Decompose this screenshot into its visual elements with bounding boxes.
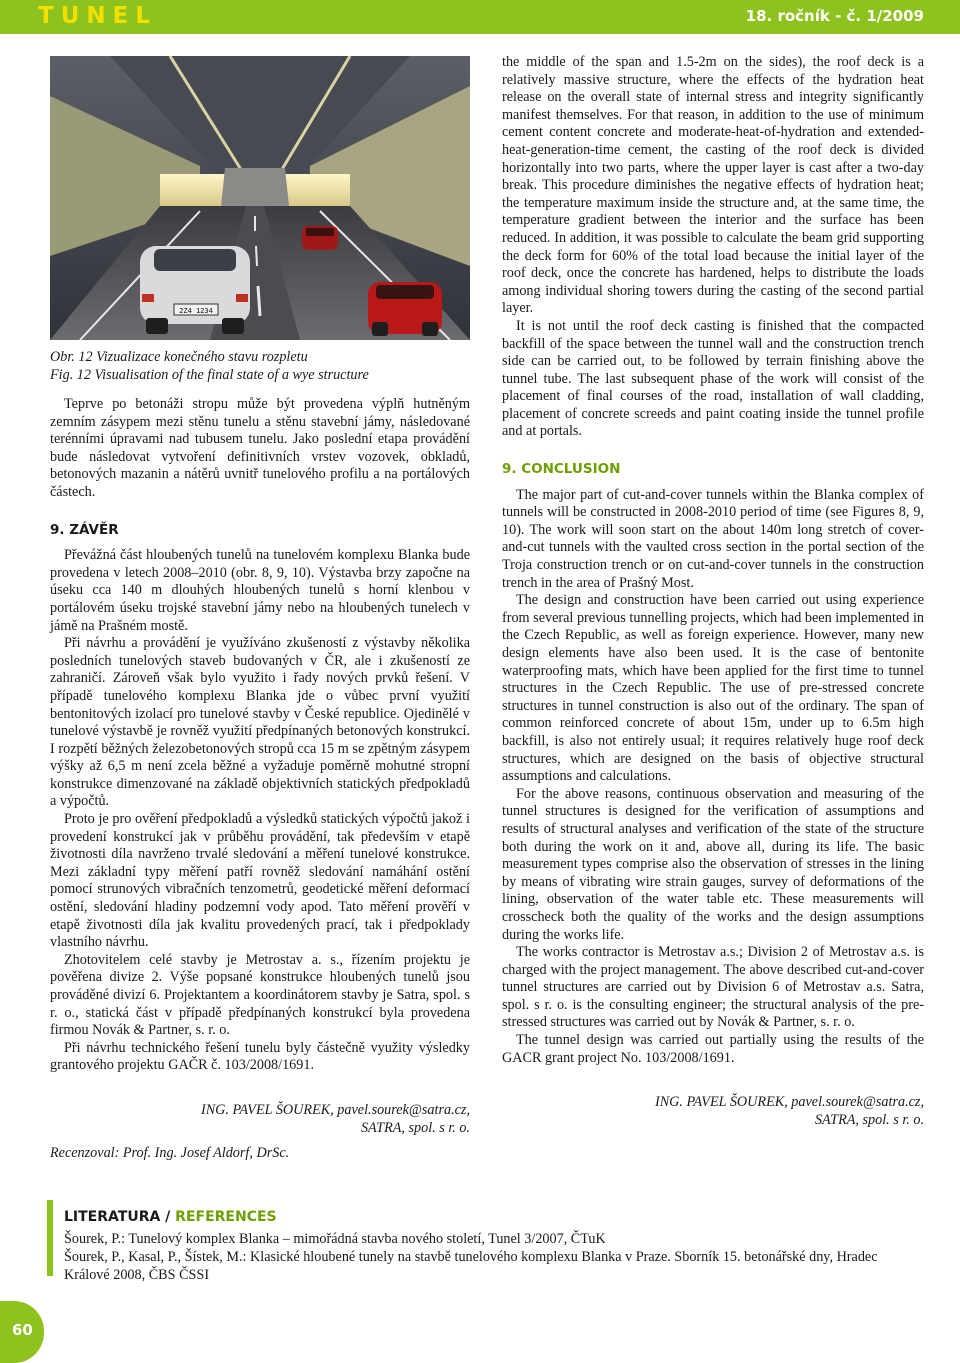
- cz-paragraph: Teprve po betonáži stropu může být provedena výplň hutněným zemním zásypem mezi stěnu tunelu a stěnu stavební jámy, následované terénními úpravami nad tubusem tunelu. Jako poslední etapa provádění bude následovat vytvoření definitivních vrstev vozovek, obkladů, betonových mazanin a nátěrů uvnitř tunelového profilu a na portálových částech.: [50, 396, 470, 500]
- section-heading-cz: 9. ZÁVĚR: [50, 521, 119, 538]
- en-paragraph: The design and construction have been carried out using experience from several previous tunnelling projects, which had been implemented in the Czech Republic, as well as foreign experience. However, many new design elements have also been used. It is the case of bentonite waterproofing mats, which have been applied for the first time to tunnel structures in the Czech Republic. The use of pre-stressed concrete structures in tunnel construction is also out of the ordinary. The span of common reinforced concrete of about 15m, under up to 6.5m high backfill, is also not entirely usual; it requires relatively huge roof deck structures, which are designed on the basis of objective structural assumptions and calculations.: [502, 592, 924, 785]
- en-paragraph: For the above reasons, continuous observation and measuring of the tunnel structures is designed for the verification of assumptions and results of structural analyses and verification of the state of the structure both during the work on it and, above all, during its life. The basic measurement types comprise also the observation of stresses in the lining by means of vibrating wire strain gauges, survey of deformations of the lining, observation of the water table etc. These measurements will crosscheck both the quality of the works and the design assumptions during the works life.: [502, 785, 924, 943]
- figure-caption: [50, 348, 470, 384]
- section-heading-en: 9. CONCLUSION: [502, 461, 621, 478]
- author-name: ING. PAVEL ŠOUREK, pavel.sourek@satra.cz,: [654, 1094, 924, 1111]
- references-title: [64, 1208, 924, 1226]
- tunnel-visualisation-image: [50, 56, 470, 340]
- cz-paragraph: Při návrhu technického řešení tunelu byly částečně využity výsledky grantového projektu GAČR č. 103/2008/1691.: [50, 1039, 470, 1074]
- en-paragraph: The works contractor is Metrostav a.s.; Division 2 of Metrostav a.s. is charged with the project management. The above described cut-and-cover tunnel structures are carried out by Division 6 of Metrostav a.s. Satra, spol. s r. o. is the consulting engineer; the structural analysis of the pre-stressed structures was carried out by Novák & Partner, s. r. o.: [502, 944, 924, 1031]
- references-title-en: REFERENCES: [175, 1209, 277, 1225]
- en-paragraph: The major part of cut-and-cover tunnels within the Blanka complex of tunnels will be constructed in 2008-2010 period of time (see Figures 8, 9, 10). The work will soon start on the about 140m long stretch of cover-and-cut tunnels with the vaulted cross section in the portal section of the Troja construction trench or on cut-and-cover tunnels in the construction trench in the area of Prašný Most.: [502, 486, 924, 591]
- en-paragraph: the middle of the span and 1.5-2m on the sides), the roof deck is a relatively massive structure, where the effects of the hydration heat release on the overall state of internal stress and integrity significantly manifest themselves. For that reason, in addition to the use of minimum cement content concrete and moderate-heat-of-hydration and extended-heat-generation-time cement, the casting of the roof deck is divided horizontally into two parts, where the upper layer is cast after a two-day break. This procedure diminishes the negative effects of hydration heat; the temperature maximum inside the structure and, at the same time, the temperature gradient between the interior and the surface has been reduced. In addition, it was possible to calculate the beam grid supporting the deck form for 60% of the total load because the initial layer of the roof deck, once the concrete has hardened, helps to distribute the loads among individual shoring towers during the casting of the second partial layer.: [502, 54, 924, 317]
- licence-plate: 2Z4 1234: [179, 307, 213, 315]
- caption-cz: Obr. 12 Vizualizace konečného stavu rozpletu: [50, 349, 308, 365]
- reference-item: Šourek, P.: Tunelový komplex Blanka – mimořádná stavba nového století, Tunel 3/2007, ČTuK: [64, 1231, 606, 1247]
- en-paragraph: The tunnel design was carried out partially using the results of the GACR grant project No. 103/2008/1691.: [502, 1032, 924, 1066]
- author-signature-en: [502, 1093, 924, 1129]
- references-accent-bar: [47, 1200, 53, 1276]
- caption-en: Fig. 12 Visualisation of the final state of a wye structure: [50, 367, 369, 383]
- author-signature-cz: [50, 1101, 470, 1137]
- author-company: SATRA, spol. s r. o.: [814, 1112, 924, 1129]
- references-section: [64, 1208, 924, 1284]
- tunnel-render: [50, 56, 470, 340]
- issue-label: 18. ročník - č. 1/2009: [745, 7, 924, 25]
- reference-item: Šourek, P., Kasal, P., Šístek, M.: Klasické hloubené tunely na stavbě tunelového komplexu Blanka v Praze. Sborník 15. betonářské dny, Hradec Králové 2008, ČBS ČSSI: [64, 1249, 878, 1283]
- en-paragraph: It is not until the roof deck casting is finished that the compacted backfill of the space between the tunnel wall and the construction trench side can be carried out, to be followed by terrain finishing above the tunnel tube. The last subsequent phase of the work will consist of the placement of final courses of the road, installation of wall cladding, placement of concrete screeds and paint coating inside the tunnel profile and at portals.: [502, 317, 924, 440]
- english-column: [502, 54, 924, 1129]
- references-title-cz: LITERATURA /: [64, 1209, 176, 1225]
- page-number: 60: [12, 1321, 33, 1339]
- cz-paragraph: Převážná část hloubených tunelů na tunelovém komplexu Blanka bude provedena v letech 2008–2010 (obr. 8, 9, 10). Výstavba brzy započne na úseku cca 140 m dlouhých hloubených tunelů s horní klenbou v portálovém úseku trojské stavební jámy nebo na hloubených tunelech v jámě na Prašném mostě.: [50, 547, 470, 634]
- page-number-tab: [0, 1301, 44, 1363]
- cz-paragraph: Při návrhu a provádění je využíváno zkušeností z výstavby několika posledních tunelových staveb budovaných v ČR, ale i zkušeností ze zahraničí. Zároveň však bylo využito i řady nových prvků řešení. V případě tunelového komplexu Blanka jde o vůbec první využití bentonitových izolací pro tunelové stavby v České republice. Ojedinělé v tunelové výstavbě je rovněž využití předpínaných betonových konstrukcí. I rozpětí běžných železobetonových stropů cca 15 m se zpětným zásypem výšky až 6,5 m není zcela běžné a vyžaduje poměrně mohutné stropní konstrukce dimenzované na základě objektivních statických předpokladů a výpočtů.: [50, 635, 470, 810]
- cz-paragraph: Proto je pro ověření předpokladů a výsledků statických výpočtů jakož i provedení konstrukcí jak v průběhu provádění, tak především v etapě životnosti díla navrženo trvalé sledování a měření tunelové konstrukce. Mezi základní typy měření patří rovněž sledování namáhání ostění pomocí strunových vibračních tenzometrů, geodetické měření deformací ostění, sledování hladiny podzemní vody apod. Tato měření prověří v etapě životnosti díla jak kvalitu provedených prací, tak i předpoklady vlastního návrhu.: [50, 811, 470, 951]
- cz-paragraph: Zhotovitelem celé stavby je Metrostav a. s., řízením projektu je pověřena divize 2. Výše popsané konstrukce hloubených tunelů jsou prováděné divizí 6. Projektantem a koordinátorem stavby je Satra, spol. s r. o., statická část v případě předpínaných konstrukcí byla provedena firmou Novák & Partner, s. r. o.: [50, 951, 470, 1039]
- czech-column: [50, 396, 470, 1163]
- tunel-logo: TUNEL: [38, 3, 157, 29]
- reviewer-line: Recenzoval: Prof. Ing. Josef Aldorf, DrSc.: [50, 1144, 290, 1161]
- header-bar: [0, 0, 960, 34]
- author-name: ING. PAVEL ŠOUREK, pavel.sourek@satra.cz,: [200, 1101, 470, 1118]
- author-company: SATRA, spol. s r. o.: [360, 1119, 470, 1136]
